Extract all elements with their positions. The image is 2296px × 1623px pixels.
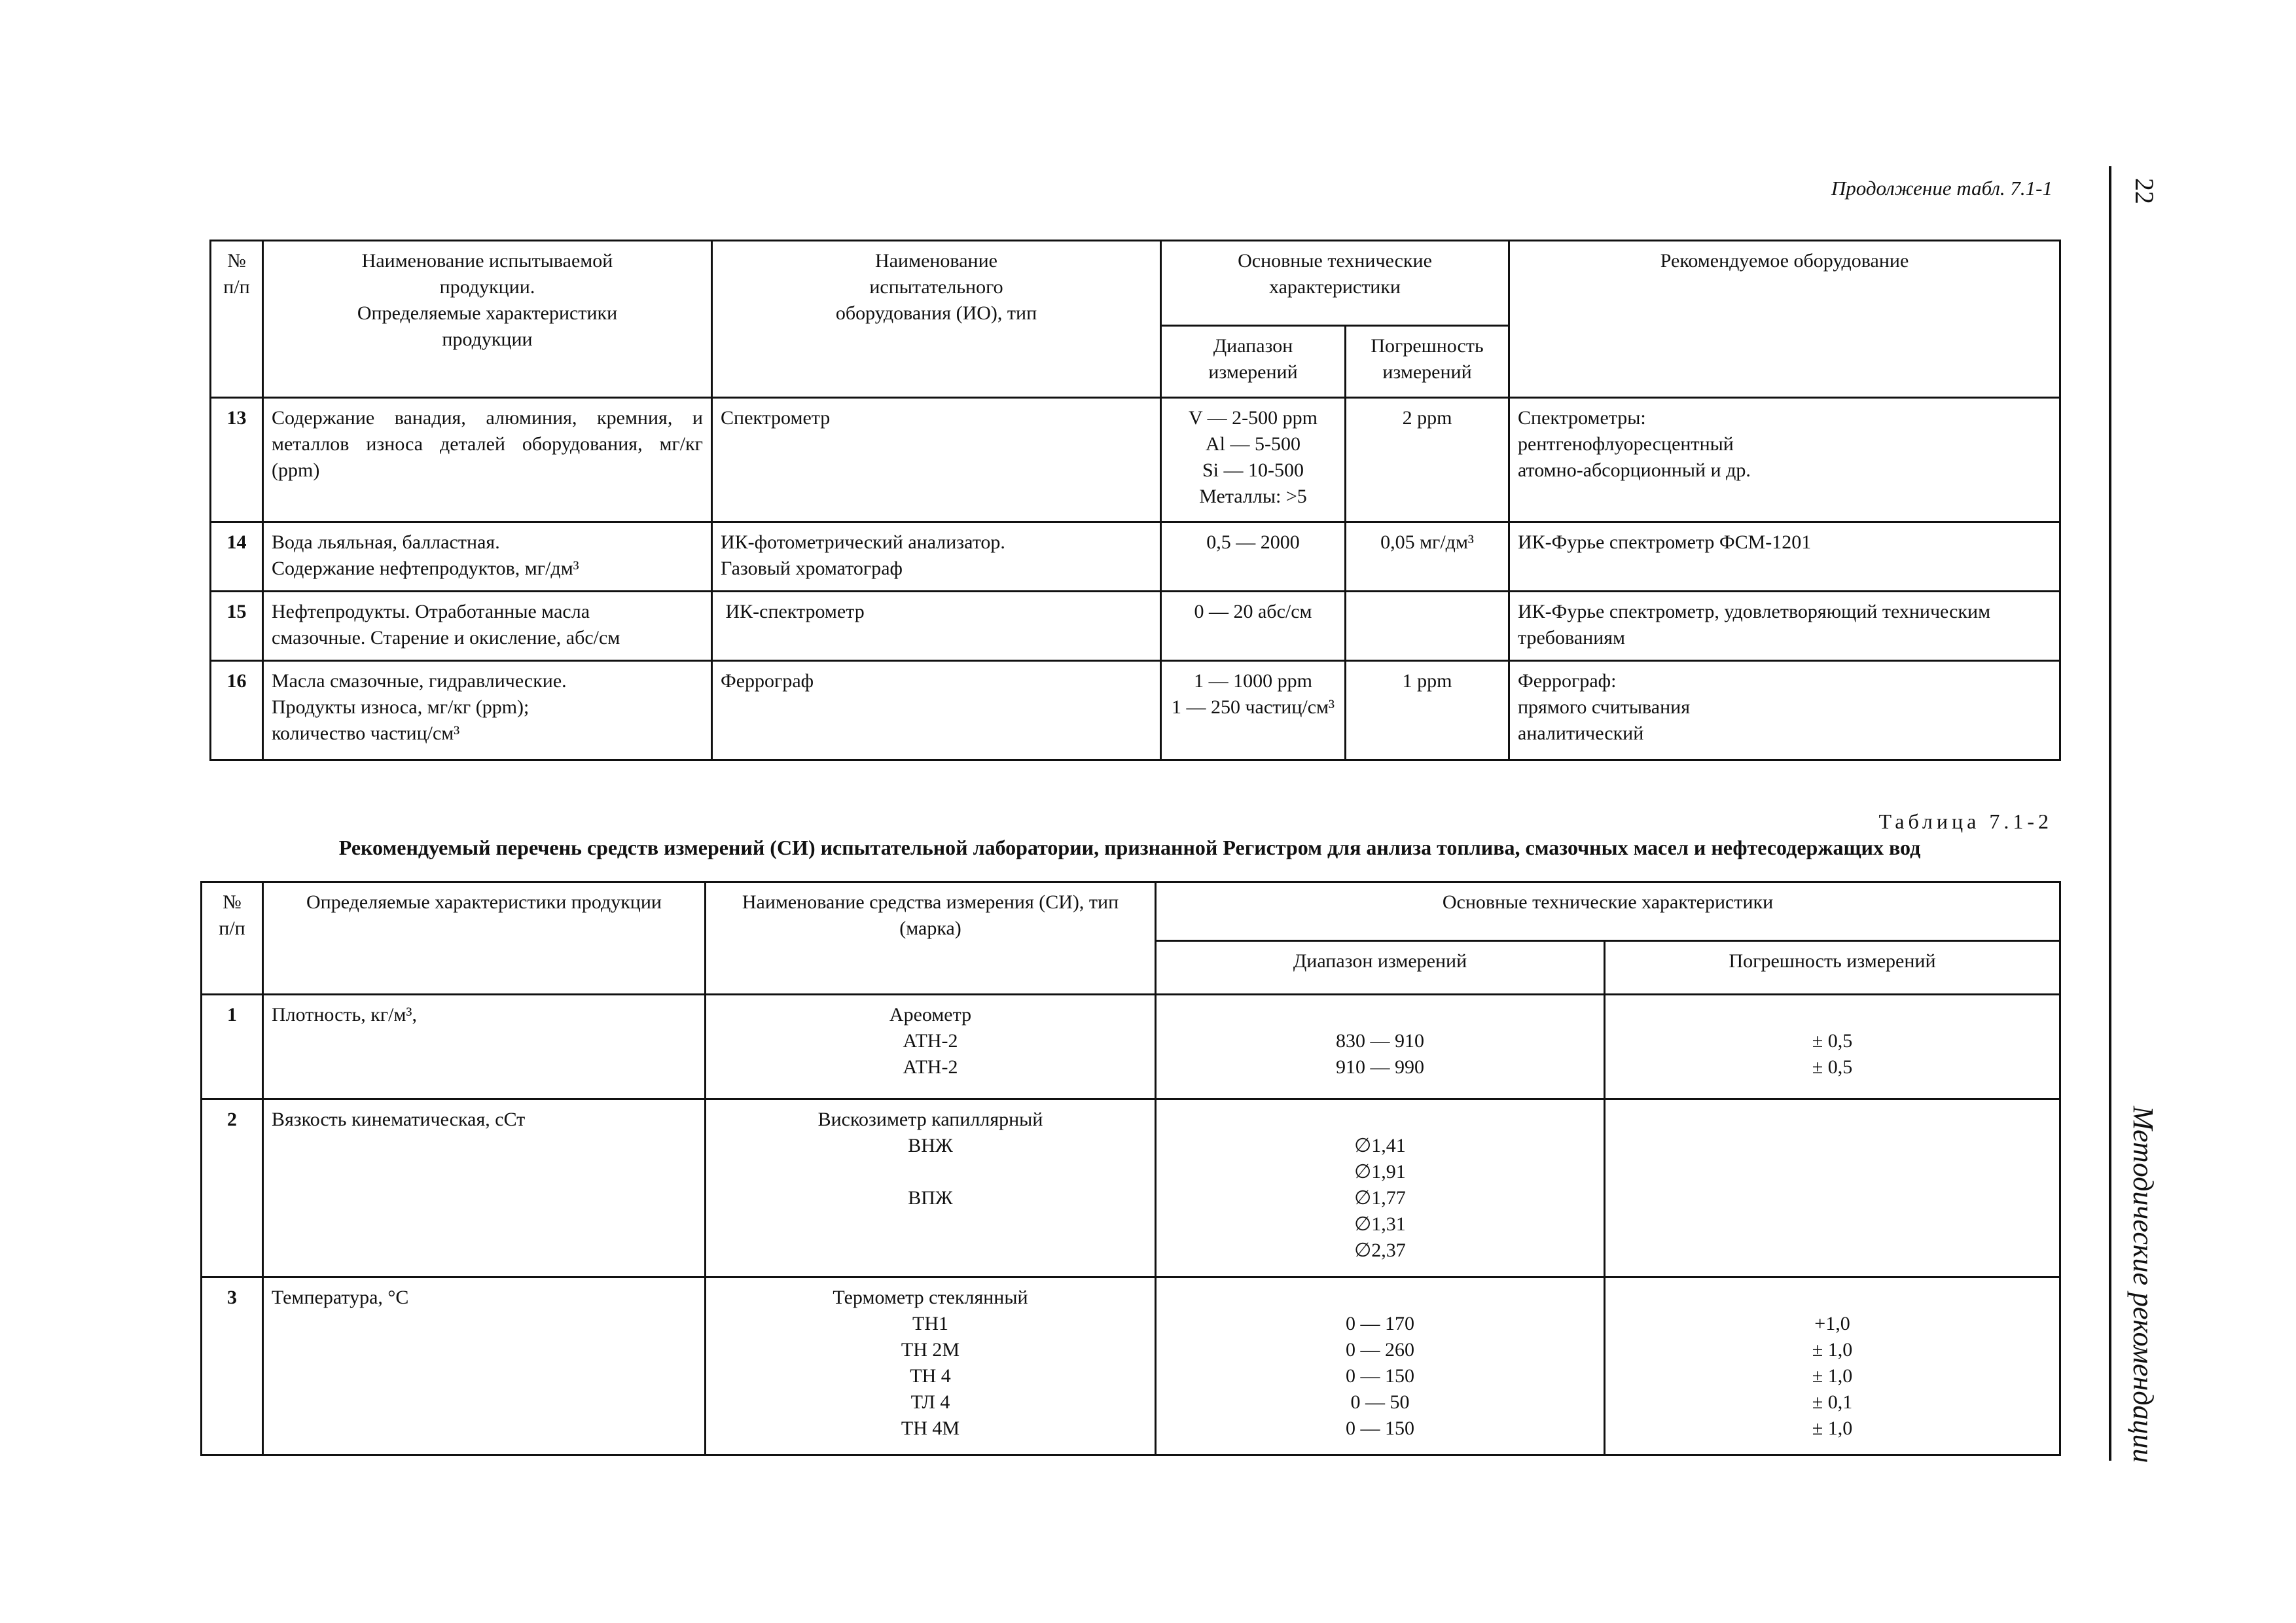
row-instrument: Термометр стеклянный ТН1 ТН 2М ТН 4 ТЛ 4 ТН 4М: [706, 1277, 1156, 1455]
row-range: 0,5 — 2000: [1161, 522, 1346, 592]
header-tech-characteristics: Основные технические характеристики: [1156, 882, 2060, 941]
header-equipment: Наименование испытательного оборудования (ИО), тип: [712, 241, 1161, 398]
page-number: 22: [2130, 178, 2159, 204]
table-row: [202, 1277, 2060, 1455]
row-range: 830 — 910 910 — 990: [1156, 995, 1605, 1099]
row-characteristic: Вязкость кинематическая, сСт: [263, 1099, 706, 1277]
row-num: 14: [211, 522, 263, 592]
row-recommended: ИК-Фурье спектрометр ФСМ-1201: [1509, 522, 2060, 592]
row-error: ± 0,5 ± 0,5: [1605, 995, 2060, 1099]
row-range: 0 — 20 абс/см: [1161, 592, 1346, 661]
table-row: [211, 398, 2060, 522]
row-range: V — 2-500 ppm Al — 5-500 Si — 10-500 Металлы: >5: [1161, 398, 1346, 522]
table-continuation-note: Продолжение табл. 7.1-1: [1831, 177, 2053, 200]
table-row: [211, 522, 2060, 592]
row-instrument: Вискозиметр капиллярный ВНЖ ВПЖ: [706, 1099, 1156, 1277]
row-num: 16: [211, 661, 263, 760]
table-row: [211, 661, 2060, 760]
header-error: Погрешность измерений: [1346, 326, 1509, 398]
row-recommended: ИК-Фурье спектрометр, удовлетворяющий техническим требованиям: [1509, 592, 2060, 661]
row-num: 13: [211, 398, 263, 522]
table-7-1-1-continuation: [209, 240, 2061, 761]
row-product: Вода льяльная, балластная. Содержание нефтепродуктов, мг/дм³: [263, 522, 712, 592]
row-num: 3: [202, 1277, 263, 1455]
row-error: [1605, 1099, 2060, 1277]
header-product: Наименование испытываемой продукции. Определяемые характеристики продукции: [263, 241, 712, 398]
row-equipment: ИК-фотометрический анализатор. Газовый хроматограф: [712, 522, 1161, 592]
row-product: Масла смазочные, гидравлические. Продукты износа, мг/кг (ppm); количество частиц/см³: [263, 661, 712, 760]
row-equipment: ИК-спектрометр: [712, 592, 1161, 661]
header-tech-characteristics: Основные технические характеристики: [1161, 241, 1509, 326]
side-running-title: Методические рекомендации: [2127, 1106, 2159, 1463]
row-product: Содержание ванадия, алюминия, кремния, и металлов износа деталей оборудования, мг/кг (ppm): [263, 398, 712, 522]
table-row: [211, 592, 2060, 661]
row-num: 15: [211, 592, 263, 661]
row-error: +1,0 ± 1,0 ± 1,0 ± 0,1 ± 1,0: [1605, 1277, 2060, 1455]
row-range: 1 — 1000 ppm 1 — 250 частиц/см³: [1161, 661, 1346, 760]
table-row: [202, 1099, 2060, 1277]
row-num: 2: [202, 1099, 263, 1277]
row-characteristic: Плотность, кг/м³,: [263, 995, 706, 1099]
row-num: 1: [202, 995, 263, 1099]
row-error: [1346, 592, 1509, 661]
header-characteristic: Определяемые характеристики продукции: [263, 882, 706, 995]
row-equipment: Феррограф: [712, 661, 1161, 760]
header-error: Погрешность измерений: [1605, 941, 2060, 995]
header-instrument: Наименование средства измерения (СИ), тип (марка): [706, 882, 1156, 995]
header-recommended-equipment: Рекомендуемое оборудование: [1509, 241, 2060, 398]
table-label: Таблица 7.1-2: [1878, 810, 2053, 833]
header-num: № п/п: [202, 882, 263, 995]
table-7-1-2: [200, 881, 2061, 1456]
row-error: 1 ppm: [1346, 661, 1509, 760]
header-range: Диапазон измерений: [1156, 941, 1605, 995]
row-product: Нефтепродукты. Отработанные масла смазочные. Старение и окисление, абс/см: [263, 592, 712, 661]
table-row: [202, 995, 2060, 1099]
row-characteristic: Температура, °С: [263, 1277, 706, 1455]
row-recommended: Феррограф: прямого считывания аналитический: [1509, 661, 2060, 760]
row-error: 0,05 мг/дм³: [1346, 522, 1509, 592]
row-equipment: Спектрометр: [712, 398, 1161, 522]
row-range: 0 — 170 0 — 260 0 — 150 0 — 50 0 — 150: [1156, 1277, 1605, 1455]
header-range: Диапазон измерений: [1161, 326, 1346, 398]
row-instrument: Ареометр АТН-2 АТН-2: [706, 995, 1156, 1099]
row-error: 2 ppm: [1346, 398, 1509, 522]
table-title: Рекомендуемый перечень средств измерений (СИ) испытательной лаборатории, признанной Регистром для анлиза топлива, смазочных масел и нефтесодержащих вод: [338, 836, 1921, 859]
header-num: № п/п: [211, 241, 263, 398]
row-range: ∅1,41 ∅1,91 ∅1,77 ∅1,31 ∅2,37: [1156, 1099, 1605, 1277]
side-divider: [2109, 166, 2111, 1461]
row-recommended: Спектрометры: рентгенофлуоресцентный атомно-абсорционный и др.: [1509, 398, 2060, 522]
